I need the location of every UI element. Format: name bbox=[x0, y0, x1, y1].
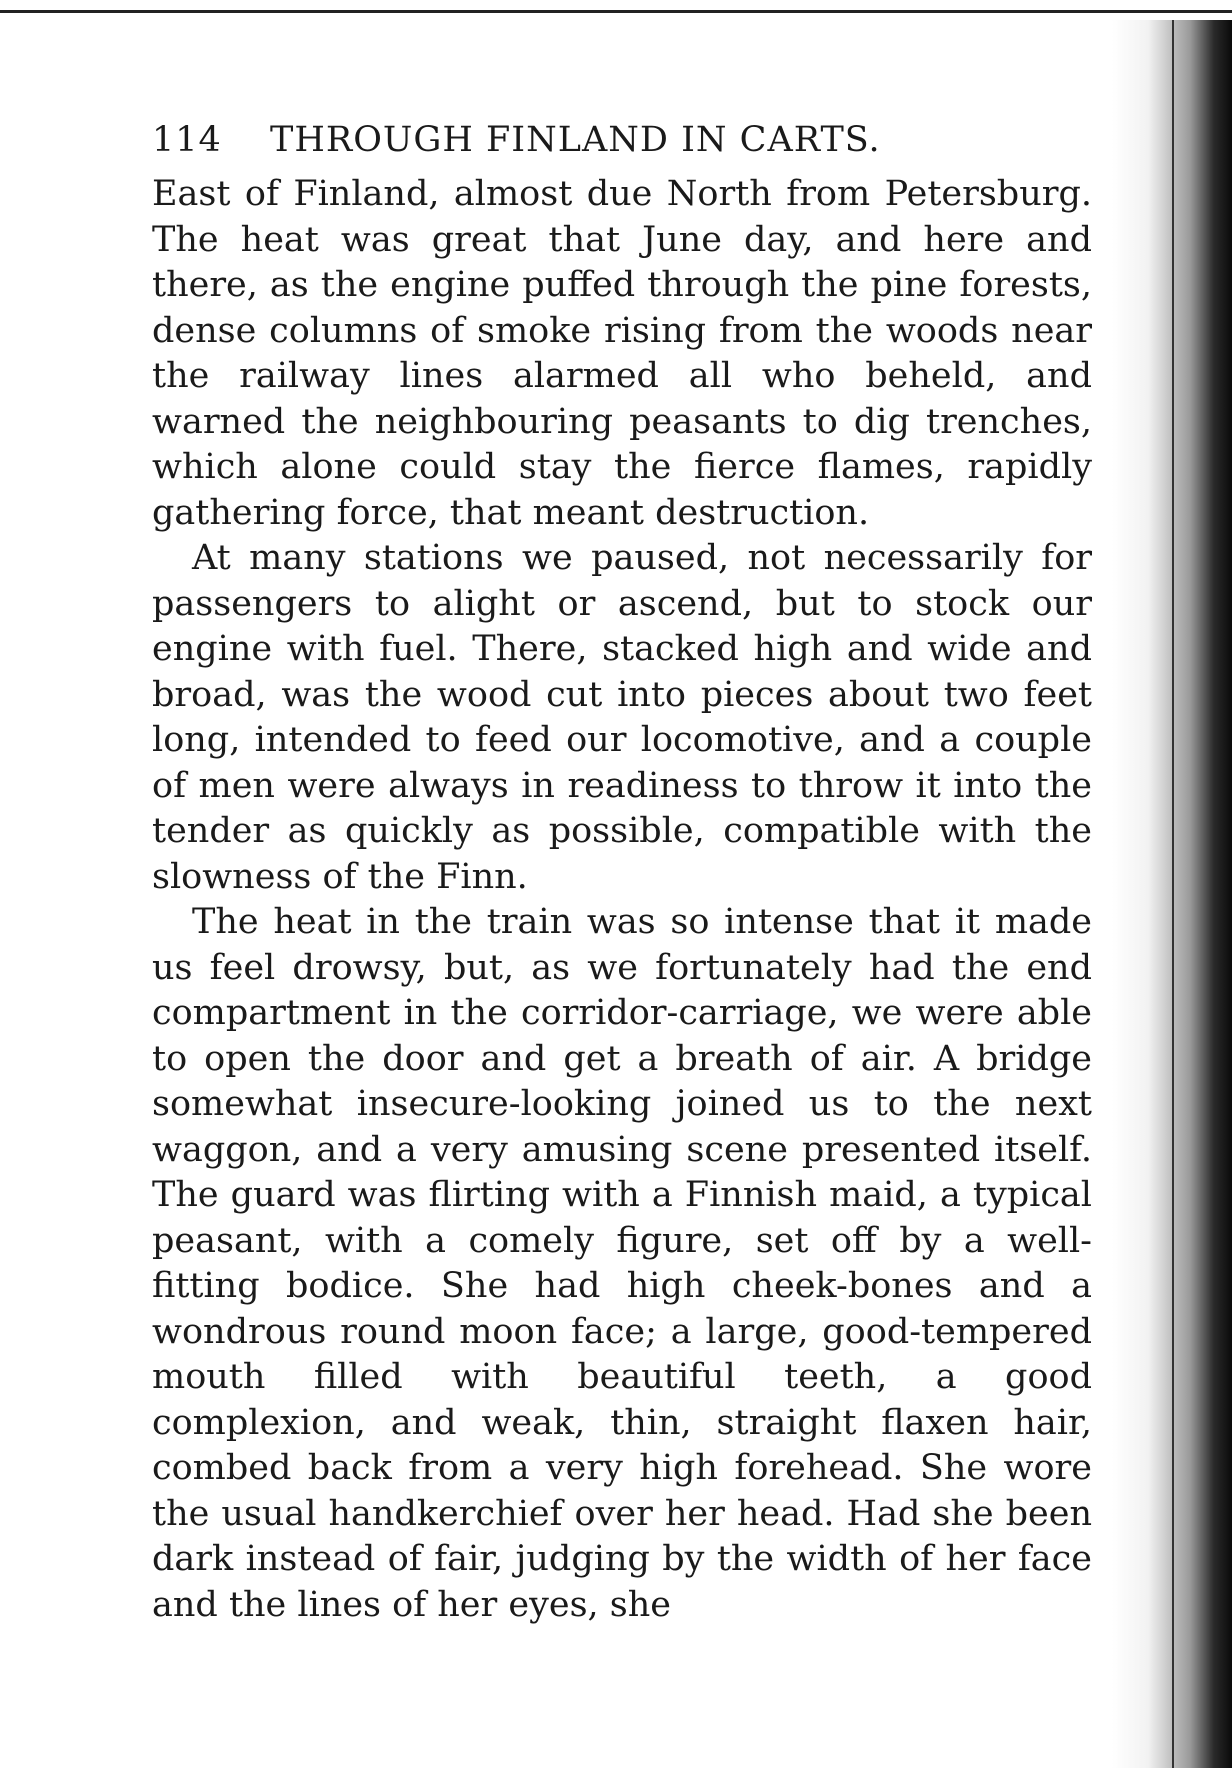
page-header bbox=[152, 100, 1092, 160]
running-title: THROUGH FINLAND IN CARTS. bbox=[270, 120, 881, 160]
gutter-edge bbox=[1172, 20, 1174, 1768]
top-rule bbox=[0, 10, 1232, 13]
page-body bbox=[152, 172, 1092, 1628]
page-number: 114 bbox=[152, 120, 222, 160]
book-page bbox=[152, 100, 1092, 1628]
paragraph-3: The heat in the train was so intense that it made us feel drowsy, but, as we fortunately had the end compartment in the corridor-carriage, we were able to open the door and get a breath of air. A bridge somewhat insecure-looking joined us to the next waggon, and a very amusing scene presented itself. The guard was flirting with a Finnish maid, a typical peasant, with a comely figure, set off by a well-fitting bodice. She had high cheek-bones and a wondrous round moon face; a large, good-tempered mouth filled with beautiful teeth, a good complexion, and weak, thin, straight flaxen hair, combed back from a very high forehead. She wore the usual handkerchief over her head. Had she been dark instead of fair, judging by the width of her face and the lines of her eyes, she bbox=[152, 902, 1092, 1625]
paragraph-1: East of Finland, almost due North from Petersburg. The heat was great that June day, and here and there, as the engine puffed through the pine forests, dense columns of smoke rising from the woods near the railway lines alarmed all who beheld, and warned the neighbouring peasants to dig trenches, which alone could stay the fierce flames, rapidly gathering force, that meant destruction. bbox=[152, 174, 1092, 533]
paragraph-2: At many stations we paused, not necessarily for passengers to alight or ascend, but to stock our engine with fuel. There, stacked high and wide and broad, was the wood cut into pieces about two feet long, intended to feed our locomotive, and a couple of men were always in readiness to throw it into the tender as quickly as possible, compatible with the slowness of the Finn. bbox=[152, 538, 1092, 897]
